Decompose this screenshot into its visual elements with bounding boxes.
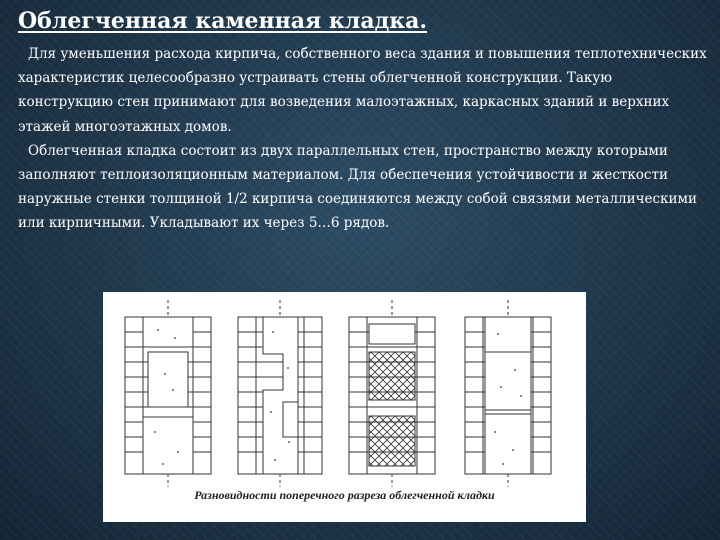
- body-text: [18, 42, 708, 236]
- figure-caption: Разновидности поперечного разреза облегченной кладки: [194, 488, 495, 502]
- wall-section-3: [349, 300, 435, 487]
- wall-section-2: [238, 300, 322, 487]
- paragraph-1: Для уменьшения расхода кирпича, собственного веса здания и повышения теплотехнических характеристик целесообразно устраивать стены облегченной конструкции. Такую конструкцию стен принимают для возведения малоэтажных, каркасных зданий и верхних этажей многоэтажных домов.: [18, 46, 707, 135]
- masonry-figure: [103, 292, 586, 522]
- paragraph-2: Облегченная кладка состоит из двух параллельных стен, пространство между которыми заполняют теплоизоляционным материалом. Для обеспечения устойчивости и жесткости наружные стенки толщиной 1/2 кирпича соединяются между собой связями металлическими или кирпичными. Укладывают их через 5…6 рядов.: [18, 142, 698, 232]
- slide-title: Облегченная каменная кладка.: [18, 8, 428, 34]
- wall-section-4: [465, 300, 551, 487]
- wall-section-1: [125, 300, 211, 487]
